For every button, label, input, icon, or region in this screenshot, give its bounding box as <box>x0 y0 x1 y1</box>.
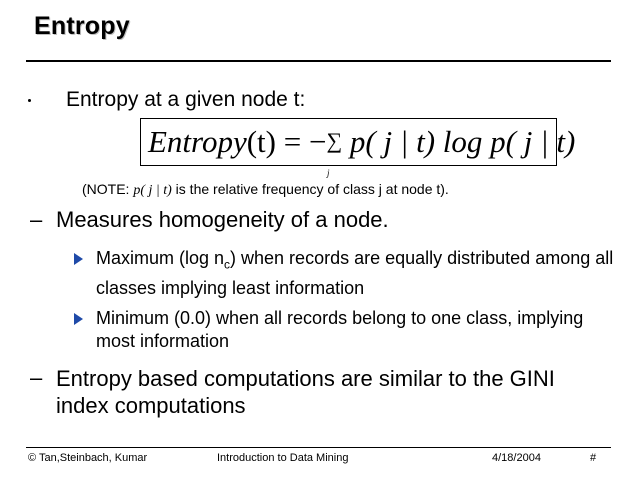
arrow-bullet-icon <box>74 313 83 325</box>
maximum-suffix: ) when records are equally distributed among all classes implying least information <box>96 248 614 298</box>
footer-book-title: Introduction to Data Mining <box>217 452 349 464</box>
bullet-dot-icon <box>28 99 31 102</box>
bullet-entropy-node: Entropy at a given node t: <box>66 88 306 111</box>
formula-sum-index: j <box>327 168 330 178</box>
sub-item-minimum: Minimum (0.0) when all records belong to one class, implying most information <box>96 308 584 351</box>
formula-minus: − <box>308 124 327 159</box>
footer-page-number: # <box>590 452 597 464</box>
footer-divider <box>26 447 611 448</box>
formula-arg: (t) = <box>246 124 309 159</box>
note-suffix: is the relative frequency of class j at node t). <box>171 181 449 197</box>
formula-sum-symbol: ∑ <box>326 128 343 153</box>
sub-item-maximum <box>96 247 616 300</box>
note-text <box>82 181 449 199</box>
sub-bullet-gini: Entropy based computations are similar to the GINI index computations <box>56 366 555 418</box>
entropy-formula <box>140 118 576 178</box>
footer-date: 4/18/2004 <box>492 452 541 464</box>
formula-lhs: Entropy <box>148 124 247 159</box>
title-divider <box>26 60 611 62</box>
slide-title: Entropy <box>34 12 130 40</box>
maximum-prefix: Maximum (log n <box>96 248 225 268</box>
note-math: p( j | t) <box>133 183 172 198</box>
maximum-subscript: c <box>224 257 231 272</box>
note-prefix: (NOTE: <box>82 181 134 197</box>
formula-rhs: p( j | t) log p( j | t) <box>342 124 576 159</box>
footer-authors: © Tan,Steinbach, Kumar <box>28 452 148 464</box>
sub-bullet-homogeneity: Measures homogeneity of a node. <box>56 207 389 232</box>
dash-bullet-icon: – <box>30 365 43 390</box>
dash-bullet-icon: – <box>30 207 43 232</box>
arrow-bullet-icon <box>74 253 83 265</box>
